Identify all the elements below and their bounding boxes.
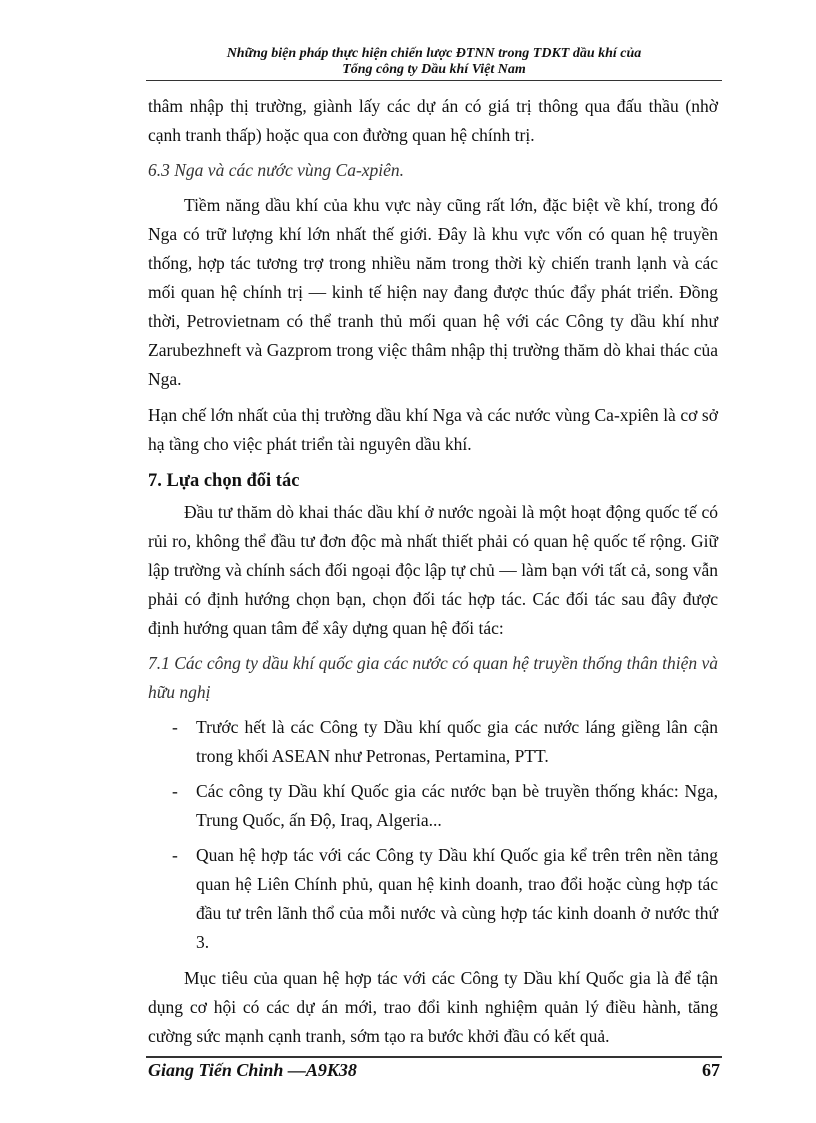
section-heading-6-3: 6.3 Nga và các nước vùng Ca-xpiên.: [148, 160, 405, 180]
bullet-dash: -: [172, 845, 178, 865]
list-item: [148, 713, 718, 771]
bullet-dash: -: [172, 717, 178, 737]
header-line-2: Tổng công ty Dầu khí Việt Nam: [342, 62, 526, 77]
paragraph-partners: Đầu tư thăm dò khai thác dầu khí ở nước ngoài là một hoạt động quốc tế có rủi ro, không thể đầu tư đơn độc mà nhất thiết phải có quan hệ quốc tế rộng. Giữ lập trường và chính sách đối ngoại độc lập tự chủ — làm bạn với tất cả, song vẫn phải có định hướng chọn bạn, chọn đối tác hợp tác. Các đối tác sau đây được định hướng quan tâm để xây dựng quan hệ đối tác:: [148, 502, 718, 638]
list-item: [148, 777, 718, 835]
section-heading-7: 7. Lựa chọn đối tác: [148, 471, 300, 491]
section-heading-7-1: 7.1 Các công ty dầu khí quốc gia các nước có quan hệ truyền thống thân thiện và hữu nghị: [148, 653, 719, 702]
list-item-text: Trước hết là các Công ty Dầu khí quốc gia các nước láng giềng lân cận trong khối ASEAN như Petronas, Pertamina, PTT.: [196, 717, 718, 766]
header-line-1: Những biện pháp thực hiện chiến lược ĐTNN trong TDKT dầu khí của: [226, 46, 642, 61]
paragraph-russia-limitation: Hạn chế lớn nhất của thị trường dầu khí Nga và các nước vùng Ca-xpiên là cơ sở hạ tầng cho việc phát triển tài nguyên dầu khí.: [148, 405, 718, 454]
list-item-text: Quan hệ hợp tác với các Công ty Dầu khí Quốc gia kể trên trên nền tảng quan hệ Liên Chính phủ, quan hệ kinh doanh, trao đổi hoặc cùng hợp tác đầu tư trên lãnh thổ của mỗi nước và cùng hợp tác kinh doanh ở nước thứ 3.: [196, 845, 718, 952]
page-number: 67: [702, 1060, 720, 1080]
running-header: [148, 46, 720, 78]
header-divider: [146, 80, 722, 81]
footer-author: Giang Tiến Chinh —A9K38: [148, 1060, 357, 1080]
list-item-text: Các công ty Dầu khí Quốc gia các nước bạn bè truyền thống khác: Nga, Trung Quốc, ấn Độ, Iraq, Algeria...: [196, 781, 718, 830]
bullet-dash: -: [172, 781, 178, 801]
page-body: [148, 92, 718, 1051]
partner-list: [148, 713, 718, 957]
list-item: [148, 841, 718, 957]
paragraph-goal: Mục tiêu của quan hệ hợp tác với các Công ty Dầu khí Quốc gia là để tận dụng cơ hội có các dự án mới, trao đổi kinh nghiệm quản lý điều hành, tăng cường sức mạnh cạnh tranh, sớm tạo ra bước khởi đầu có kết quả.: [148, 968, 718, 1046]
paragraph-intro: thâm nhập thị trường, giành lấy các dự án có giá trị thông qua đấu thầu (nhờ cạnh tranh thấp) hoặc qua con đường quan hệ chính trị.: [148, 96, 718, 145]
footer-divider: [146, 1056, 722, 1058]
paragraph-russia-potential: Tiềm năng dầu khí của khu vực này cũng rất lớn, đặc biệt về khí, trong đó Nga có trữ lượng khí lớn nhất thế giới. Đây là khu vực vốn có quan hệ truyền thống, hợp tác tương trợ trong nhiều năm trong thời kỳ chiến tranh lạnh và các mối quan hệ chính trị — kinh tế hiện nay đang được thúc đẩy phát triển. Đồng thời, Petrovietnam có thể tranh thủ mối quan hệ với các Công ty dầu khí như Zarubezhneft và Gazprom trong việc thâm nhập thị trường thăm dò khai thác của Nga.: [148, 195, 718, 389]
